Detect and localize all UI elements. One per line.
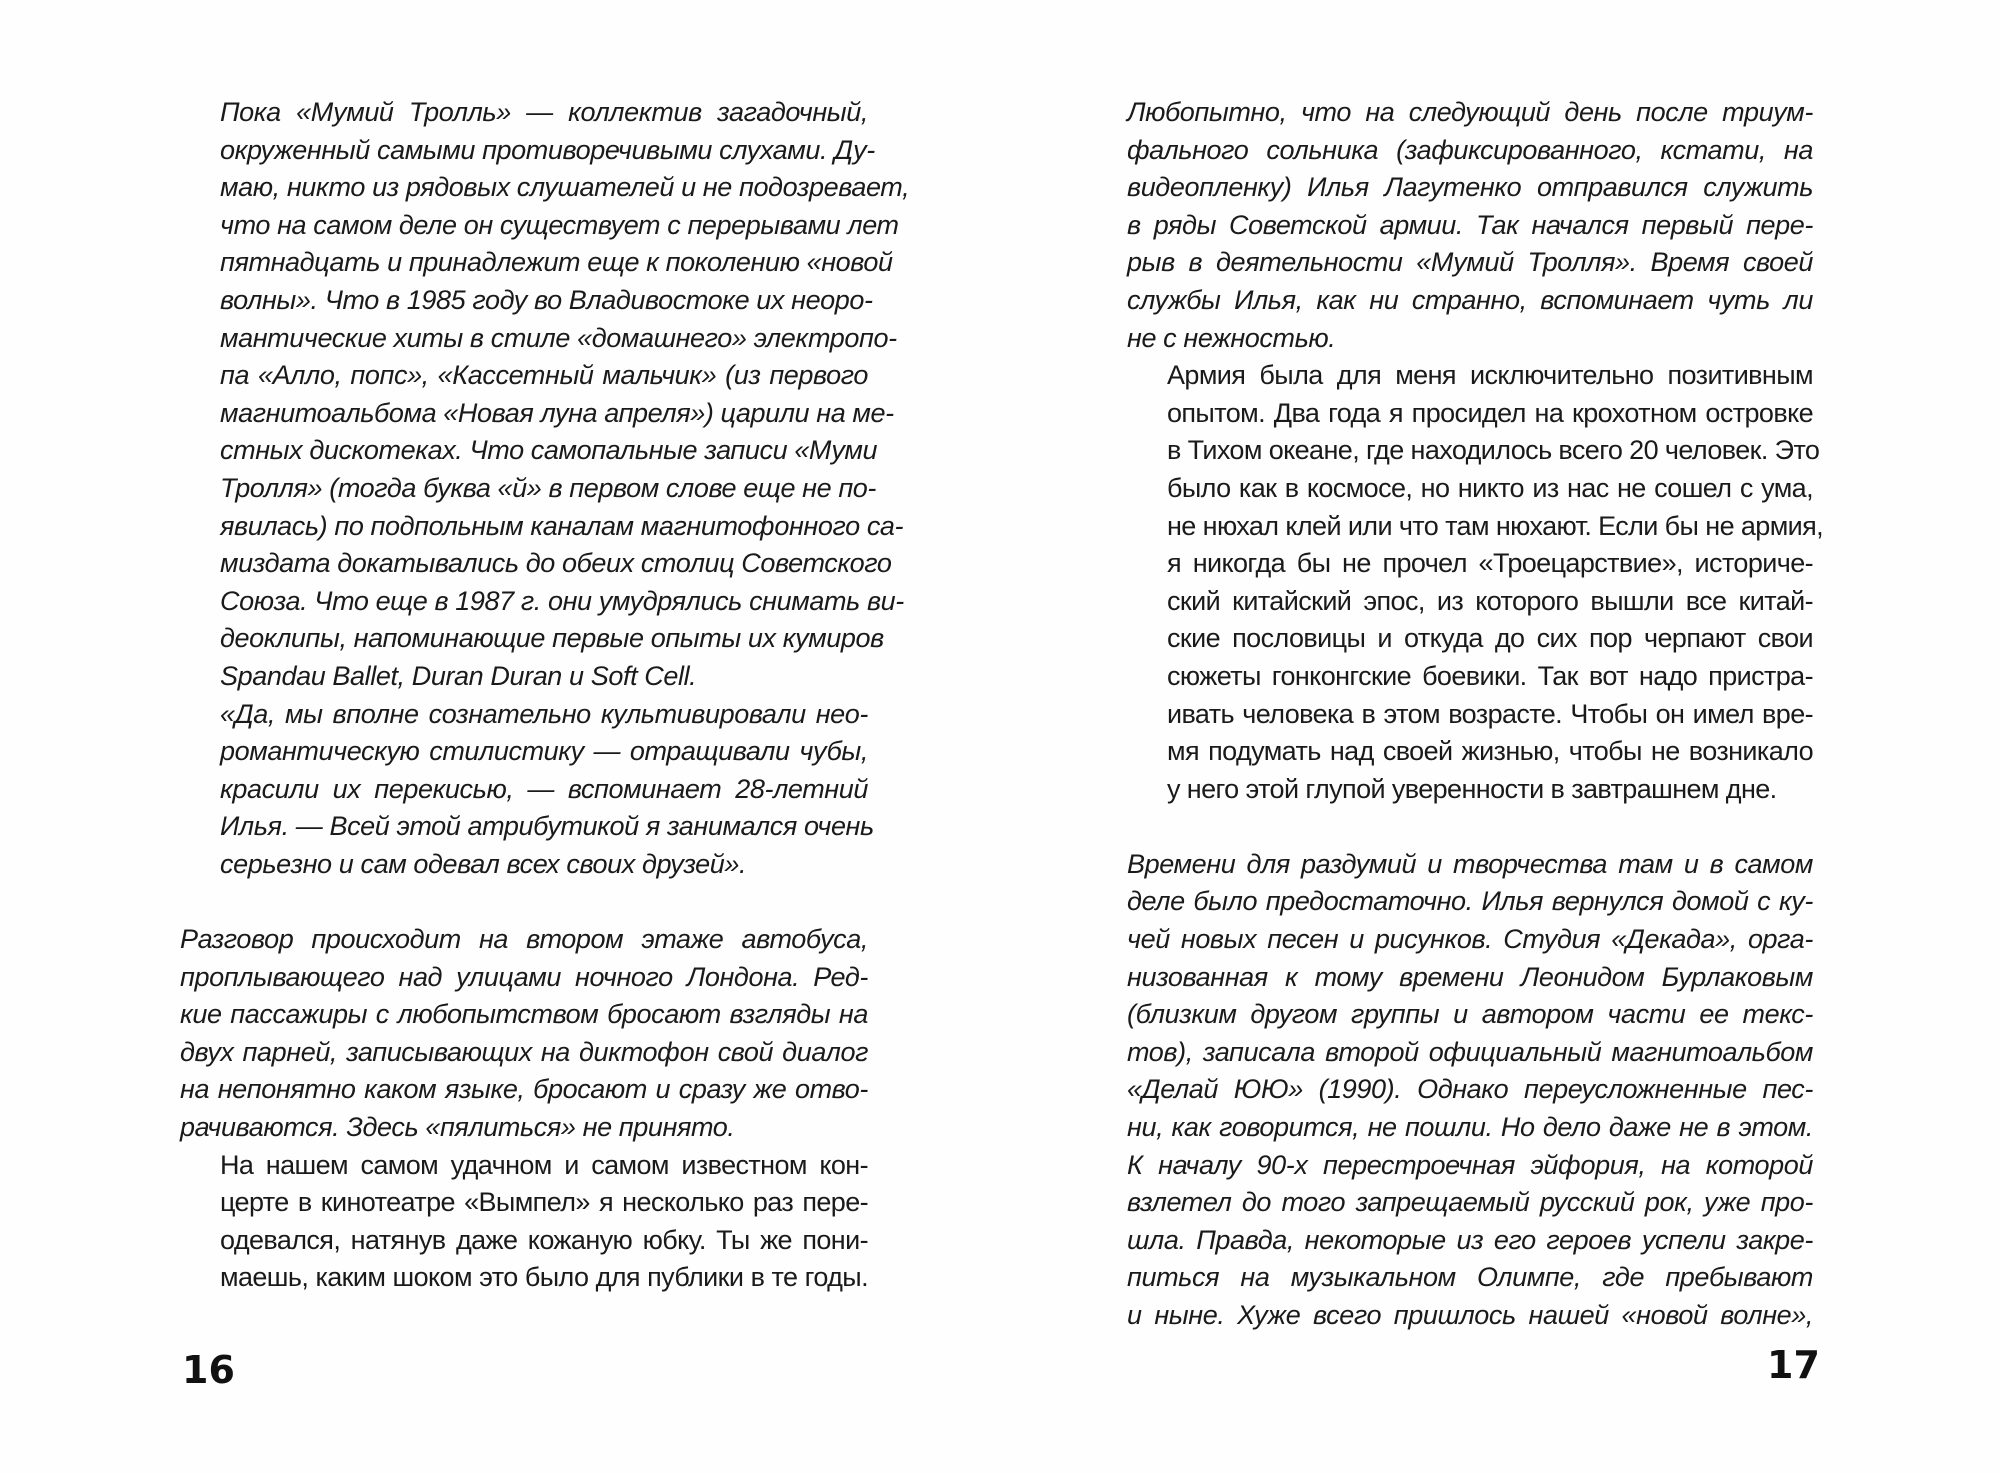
text-line: окруженный самыми противоречивыми слухами. Ду- — [220, 134, 875, 165]
text-line: фального сольника (зафиксированного, кстати, на — [1127, 134, 1813, 165]
text-line: низованная к тому времени Леонидом Бурлаковым — [1127, 961, 1813, 992]
left-page-text — [180, 94, 910, 1297]
text-line: Времени для раздумий и творчества там и в самом — [1127, 848, 1813, 879]
text-line: стных дискотеках. Что самопальные записи «Муми — [220, 435, 878, 466]
text-line: «Да, мы вполне сознательно культивировали нео- — [220, 698, 868, 729]
text-line: рачиваются. Здесь «пялиться» не принято. — [180, 1112, 735, 1143]
text-line: и ныне. Хуже всего пришлось нашей «новой волне», — [1127, 1300, 1813, 1330]
text-line: На нашем самом удачном и самом известном кон- — [220, 1149, 868, 1180]
text-line: тов), записала второй официальный магнитоальбом — [1127, 1036, 1813, 1067]
text-line: деоклипы, напоминающие первые опыты их кумиров — [220, 623, 884, 654]
text-line: что на самом деле он существует с перерывами лет — [220, 209, 899, 240]
text-line: сюжеты гонконгские боевики. Так вот надо пристра- — [1167, 660, 1813, 691]
text-line: Разговор происходит на втором этаже автобуса, — [180, 924, 868, 955]
text-line: мантические хиты в стиле «домашнего» электропо- — [220, 322, 897, 353]
text-line: одевался, натянув даже кожаную юбку. Ты же пони- — [220, 1224, 868, 1255]
text-line: пятнадцать и принадлежит еще к поколению «новой — [220, 247, 893, 278]
text-line: не с нежностью. — [1127, 322, 1336, 353]
text-line: Spandau Ballet, Duran Duran и Soft Cell. — [220, 660, 697, 691]
text-line: на непонятно каком языке, бросают и сразу же отво- — [180, 1074, 868, 1105]
text-line: К началу 90-х перестроечная эйфория, на которой — [1127, 1149, 1813, 1180]
text-line: деле было предостаточно. Илья вернулся домой с ку- — [1127, 886, 1813, 917]
text-line: было как в космосе, но никто из нас не сошел с ума, — [1167, 472, 1813, 503]
text-line: Илья. — Всей этой атрибутикой я занимался очень — [220, 811, 874, 842]
text-line: опытом. Два года я просидел на крохотном островке — [1167, 397, 1813, 428]
text-line: серьезно и сам одевал всех своих друзей». — [220, 848, 747, 879]
text-line: ивать человека в этом возрасте. Чтобы он имел вре- — [1167, 698, 1813, 729]
text-line: у него этой глупой уверенности в завтрашнем дне. — [1167, 773, 1777, 804]
text-line: рыв в деятельности «Мумий Тролля». Время своей — [1127, 247, 1813, 278]
paragraph-intro — [180, 94, 910, 696]
text-line: в Тихом океане, где находилось всего 20 человек. Это — [1167, 435, 1820, 466]
text-line: не нюхал клей или что там нюхают. Если бы не армия, — [1167, 510, 1824, 541]
text-line: Союза. Что еще в 1987 г. они умудрялись снимать ви- — [220, 585, 904, 616]
text-line: проплывающего над улицами ночного Лондона. Ред- — [180, 961, 868, 992]
text-line: ский китайский эпос, из которого вышли все китай- — [1167, 585, 1813, 616]
text-line: маю, никто из рядовых слушателей и не подозревает, — [220, 172, 910, 203]
text-line: магнитоальбома «Новая луна апреля») царили на ме- — [220, 397, 894, 428]
text-line: в ряды Советской армии. Так начался первый пере- — [1127, 209, 1813, 240]
paragraph-quote — [180, 696, 874, 884]
right-page — [1000, 0, 2000, 1473]
text-line: мя подумать над своей жизнью, чтобы не возникало — [1167, 736, 1813, 767]
text-line: Любопытно, что на следующий день после триум- — [1127, 97, 1813, 127]
right-page-text — [1127, 94, 1824, 1335]
paragraph-army-intro — [1127, 94, 1813, 357]
text-line: кие пассажиры с любопытством бросают взгляды на — [180, 999, 868, 1030]
page-number-right: 17 — [1767, 1343, 1820, 1387]
paragraph-after-army — [1127, 846, 1813, 1335]
text-line: видеопленку) Илья Лагутенко отправился служить — [1127, 172, 1813, 203]
text-line: волны». Что в 1985 году во Владивостоке их неоро- — [220, 284, 873, 315]
text-line: «Делай ЮЮ» (1990). Однако переусложненные пес- — [1127, 1074, 1813, 1105]
text-line: явилась) по подпольным каналам магнитофонного са- — [220, 510, 904, 541]
text-line: службы Илья, как ни странно, вспоминает чуть ли — [1127, 284, 1813, 315]
text-line: питься на музыкальном Олимпе, где пребывают — [1127, 1262, 1813, 1293]
page-number-left: 16 — [182, 1348, 235, 1392]
text-line: я никогда бы не прочел «Троецарствие», историче- — [1167, 548, 1813, 579]
text-line: красили их перекисью, — вспоминает 28-летний — [220, 773, 868, 804]
text-line: романтическую стилистику — отращивали чубы, — [220, 736, 868, 767]
text-line: двух парней, записывающих на диктофон свой диалог — [180, 1036, 868, 1067]
text-line: маешь, каким шоком это было для публики в те годы. — [220, 1262, 868, 1293]
paragraph-interview-army — [1127, 357, 1824, 808]
text-line: чей новых песен и рисунков. Студия «Декада», орга- — [1127, 924, 1813, 955]
paragraph-bus-conversation — [180, 921, 868, 1147]
text-line: па «Алло, попс», «Кассетный мальчик» (из первого — [220, 360, 868, 391]
text-line: Армия была для меня исключительно позитивным — [1167, 360, 1813, 391]
text-line: ни, как говорится, не пошли. Но дело даже не в этом. — [1127, 1112, 1813, 1143]
text-line: (близким другом группы и автором части ее текс- — [1127, 999, 1813, 1030]
text-line: Пока «Мумий Тролль» — коллектив загадочный, — [220, 97, 868, 127]
text-line: шла. Правда, некоторые из его героев успели закре- — [1127, 1224, 1813, 1255]
text-line: церте в кинотеатре «Вымпел» я несколько раз пере- — [220, 1187, 868, 1218]
text-line: взлетел до того запрещаемый русский рок, уже про- — [1127, 1187, 1813, 1218]
text-line: Тролля» (тогда буква «й» в первом слове еще не по- — [220, 472, 877, 503]
paragraph-interview-concert — [180, 1147, 868, 1297]
text-line: ские пословицы и откуда до сих пор черпают свои — [1167, 623, 1813, 654]
text-line: миздата докатывались до обеих столиц Советского — [220, 548, 892, 579]
